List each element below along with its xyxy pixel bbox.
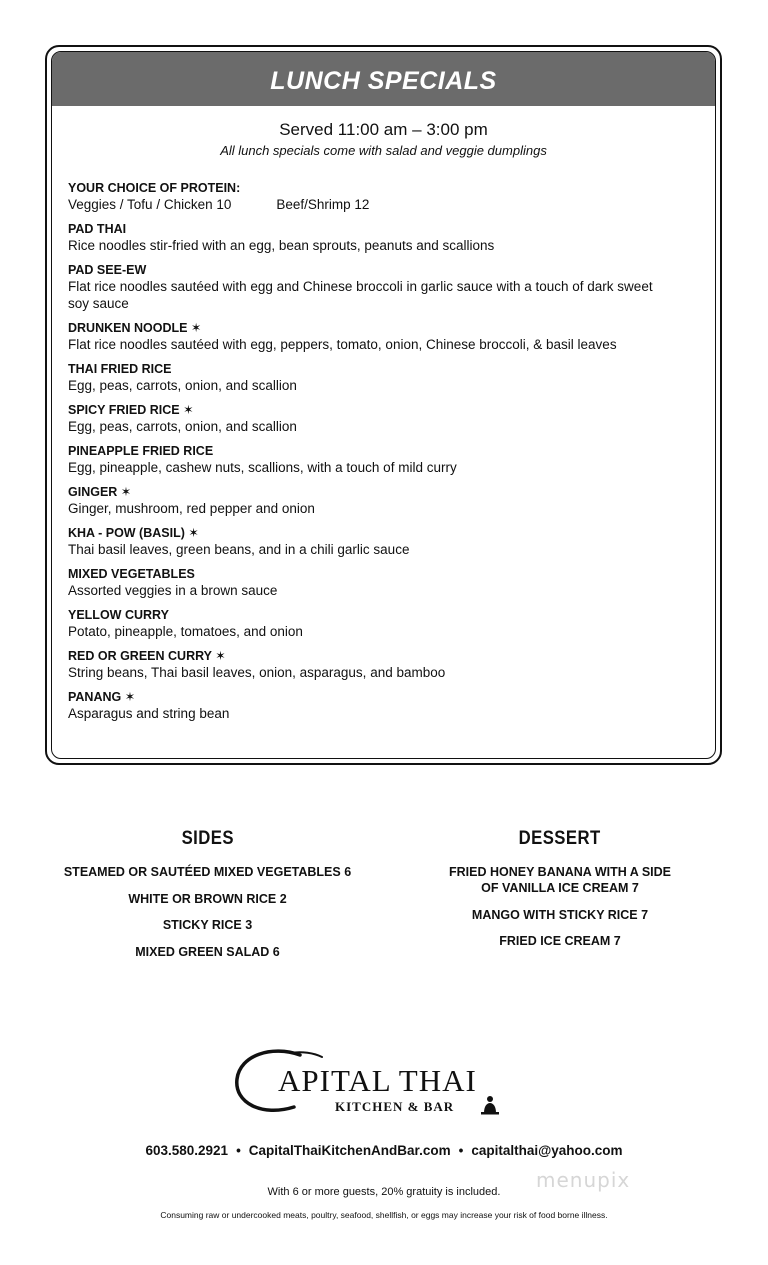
separator-dot: •	[458, 1143, 464, 1158]
menu-item-name: PANANG ✶	[68, 690, 136, 704]
menu-item-desc: Flat rice noodles sautéed with egg, peppers, tomato, onion, Chinese broccoli, & basil leaves	[68, 337, 617, 352]
sides-section	[55, 828, 360, 970]
lunch-specials-title: LUNCH SPECIALS	[52, 52, 715, 106]
menupix-watermark: menupix	[536, 1168, 631, 1192]
menu-item-desc: Flat rice noodles sautéed with egg and Chinese broccoli in garlic sauce with a touch of dark sweet soy sauce	[68, 279, 653, 311]
menu-item	[68, 566, 658, 599]
side-item: MIXED GREEN SALAD 6	[135, 944, 280, 959]
protein-option-beef: Beef/Shrimp 12	[276, 197, 370, 212]
lunch-note: All lunch specials come with salad and veggie dumplings	[220, 143, 547, 158]
dessert-item-line: FRIED HONEY BANANA WITH A SIDE	[449, 865, 671, 879]
protein-heading: YOUR CHOICE OF PROTEIN:	[68, 181, 241, 195]
dessert-item	[430, 864, 690, 896]
logo-main-text: APITAL THAI	[278, 1063, 477, 1098]
side-item: STEAMED OR SAUTÉED MIXED VEGETABLES 6	[63, 865, 352, 879]
menu-item	[68, 484, 658, 517]
dessert-item-line: OF VANILLA ICE CREAM 7	[481, 881, 639, 895]
email-link[interactable]: capitalthai@yahoo.com	[471, 1143, 623, 1158]
dessert-item: MANGO WITH STICKY RICE 7	[471, 907, 649, 922]
menu-item-desc: Egg, pineapple, cashew nuts, scallions, with a touch of mild curry	[68, 460, 457, 475]
contact-line	[0, 1143, 768, 1158]
capital-thai-logo	[232, 1047, 532, 1117]
logo-sub-text: KITCHEN & BAR	[335, 1099, 455, 1114]
menu-item-name: PINEAPPLE FRIED RICE	[68, 444, 214, 458]
menu-item	[68, 648, 658, 681]
lunch-specials-inner	[51, 51, 716, 759]
gratuity-note: With 6 or more guests, 20% gratuity is included.	[267, 1186, 501, 1198]
menu-item	[68, 402, 658, 435]
menu-item-desc: Thai basil leaves, green beans, and in a chili garlic sauce	[68, 542, 410, 557]
menu-item	[68, 221, 658, 254]
menu-item	[68, 361, 658, 394]
menu-item-desc: Egg, peas, carrots, onion, and scallion	[68, 378, 297, 393]
protein-options	[68, 196, 658, 213]
separator-dot: •	[236, 1143, 241, 1158]
menu-item-desc: Rice noodles stir-fried with an egg, bean sprouts, peanuts and scallions	[68, 238, 495, 253]
menu-item-name: PAD SEE-EW	[68, 263, 147, 277]
menu-item-desc: Assorted veggies in a brown sauce	[68, 583, 278, 598]
menu-item-name: THAI FRIED RICE	[68, 362, 172, 376]
side-item: WHITE OR BROWN RICE 2	[128, 891, 287, 906]
menu-item-name: KHA - POW (BASIL) ✶	[68, 526, 199, 540]
menu-item-name: GINGER ✶	[68, 485, 132, 499]
menu-item	[68, 689, 658, 722]
menu-item-name: MIXED VEGETABLES	[68, 567, 195, 581]
menu-item	[68, 525, 658, 558]
menu-item	[68, 320, 658, 353]
menu-item-name: PAD THAI	[68, 222, 127, 236]
served-hours: Served 11:00 am – 3:00 pm	[279, 120, 488, 139]
protein-choice	[68, 180, 658, 213]
phone-number: 603.580.2921	[145, 1143, 229, 1158]
menu-item-desc: Potato, pineapple, tomatoes, and onion	[68, 624, 303, 639]
website-link[interactable]: CapitalThaiKitchenAndBar.com	[248, 1143, 451, 1158]
menu-item-desc: Ginger, mushroom, red pepper and onion	[68, 501, 315, 516]
lunch-item-list	[68, 180, 658, 722]
menu-item-desc: Egg, peas, carrots, onion, and scallion	[68, 419, 297, 434]
menu-item-name: SPICY FRIED RICE ✶	[68, 403, 194, 417]
menu-item-desc: Asparagus and string bean	[68, 706, 230, 721]
menu-item	[68, 262, 658, 312]
menu-item-name: YELLOW CURRY	[68, 608, 169, 622]
menu-item-name: RED OR GREEN CURRY ✶	[68, 649, 226, 663]
dessert-section	[430, 828, 690, 960]
side-item: STICKY RICE 3	[162, 918, 253, 932]
lunch-specials-box	[45, 45, 722, 765]
sides-title: SIDES	[181, 828, 234, 849]
buddha-icon	[480, 1095, 500, 1115]
protein-option-veggies: Veggies / Tofu / Chicken 10	[68, 197, 232, 212]
menu-item-name: DRUNKEN NOODLE ✶	[68, 321, 202, 335]
menu-item-desc: String beans, Thai basil leaves, onion, asparagus, and bamboo	[68, 665, 446, 680]
dessert-item: FRIED ICE CREAM 7	[499, 934, 621, 948]
dessert-title: DESSERT	[518, 828, 602, 849]
menu-item	[68, 443, 658, 476]
menu-item	[68, 607, 658, 640]
food-safety-warning: Consuming raw or undercooked meats, poultry, seafood, shellfish, or eggs may increase your risk of food borne illness.	[160, 1210, 608, 1220]
